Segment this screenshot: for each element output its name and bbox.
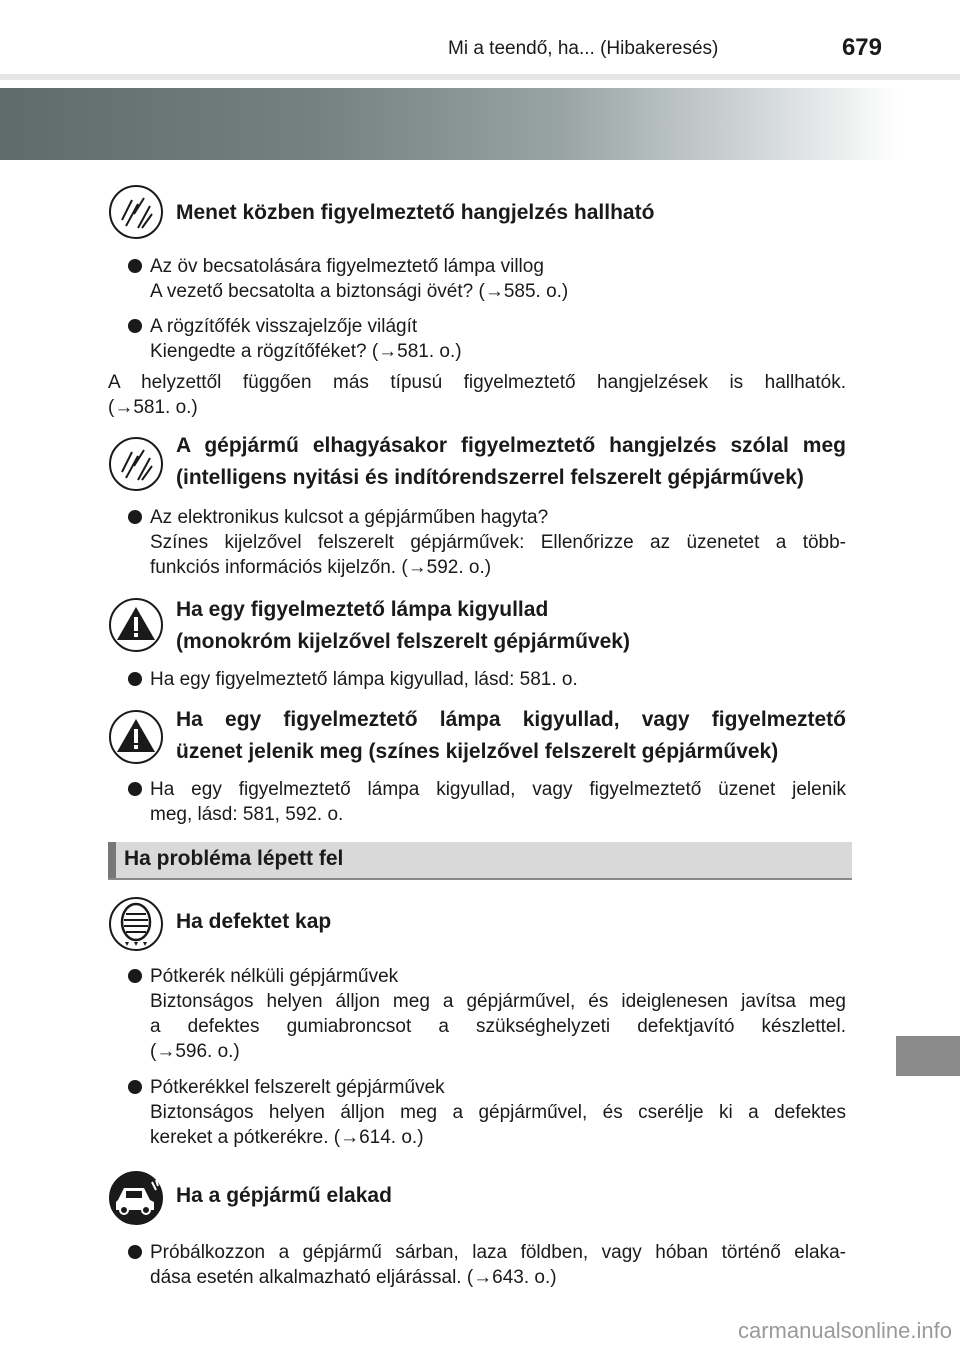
list-item-text: Kiengedte a rögzítőféket? (→581. o.): [150, 341, 462, 362]
list-item: [128, 777, 846, 827]
list-item-text: (→596. o.): [150, 1041, 240, 1062]
list-item-text: A vezető becsatolta a biztonsági övét? (→585. o.): [150, 281, 569, 302]
section-title-line: (intelligens nyitási és indítórendszerrel felszerelt gépjárművek): [176, 466, 804, 489]
warning-buzzer-icon: [108, 436, 164, 492]
list-item-text: A rögzítőfék visszajelzője világít: [150, 316, 418, 337]
bullet-dot: [128, 319, 142, 333]
paragraph-line: A helyzettől függően más típusú figyelmeztető hangjelzések is hallhatók.: [108, 372, 846, 393]
warning-triangle-icon: [108, 709, 164, 765]
section-title-line: üzenet jelenik meg (színes kijelzővel felszerelt gépjárművek): [176, 740, 779, 763]
list-item-text: Az öv becsatolására figyelmeztető lámpa villog: [150, 256, 544, 277]
bullet-dot: [128, 1245, 142, 1259]
list-item-text: Ha egy figyelmeztető lámpa kigyullad, vagy figyelmeztető üzenet jelenik: [150, 779, 846, 800]
paragraph-line: (→581. o.): [108, 397, 198, 418]
list-item-text: kereket a pótkerékre. (→614. o.): [150, 1127, 424, 1148]
bullet-dot: [128, 672, 142, 686]
list-item-text: Az elektronikus kulcsot a gépjárműben hagyta?: [150, 507, 549, 528]
section-title-driving-buzzer: Menet közben figyelmeztető hangjelzés hallható: [176, 201, 655, 224]
chapter-banner: [0, 88, 900, 160]
list-item-text: Biztonságos helyen álljon meg a gépjárművel, és ideiglenesen javítsa meg: [150, 991, 846, 1012]
heading-accent: [108, 842, 116, 878]
list-item: [128, 505, 846, 580]
list-item-text: a defektes gumiabroncsot a szükséghelyzeti defektjavító készlettel.: [150, 1016, 846, 1037]
subsection-heading: Ha probléma lépett fel: [124, 847, 344, 870]
section-title-color-warning-message: [176, 704, 846, 768]
section-title-line: (monokróm kijelzővel felszerelt gépjárművek): [176, 630, 630, 653]
bullet-dot: [128, 1080, 142, 1094]
list-item: [128, 1075, 846, 1150]
list-item-text: Próbálkozzon a gépjármű sárban, laza földben, vagy hóban történő elaka-: [150, 1242, 846, 1263]
list-item-text: Pótkerékkel felszerelt gépjárművek: [150, 1077, 445, 1098]
section-title-line: A gépjármű elhagyásakor figyelmeztető hangjelzés szólal meg: [176, 434, 846, 457]
section-title-flat-tire: Ha defektet kap: [176, 910, 332, 933]
bullet-dot: [128, 969, 142, 983]
list-item-text: dása esetén alkalmazható eljárással. (→643. o.): [150, 1267, 557, 1288]
list-item: [128, 667, 846, 692]
list-item-text: Ha egy figyelmeztető lámpa kigyullad, lásd: 581. o.: [150, 669, 578, 690]
list-item-text: Színes kijelzővel felszerelt gépjárművek: Ellenőrizze az üzenetet a több-: [150, 532, 846, 553]
subsection-heading-bar: [108, 842, 852, 880]
bullet-dot: [128, 510, 142, 524]
list-item-text: meg, lásd: 581, 592. o.: [150, 804, 344, 825]
section-title-monochrome-warning-light: [176, 594, 846, 658]
page-number: 679: [841, 34, 882, 61]
warning-triangle-icon: [108, 597, 164, 653]
section-title-leaving-vehicle-buzzer: [176, 430, 846, 494]
watermark: carmanualsonline.info: [737, 1318, 952, 1343]
stuck-vehicle-icon: [108, 1170, 164, 1226]
section-title-vehicle-stuck: Ha a gépjármű elakad: [176, 1184, 392, 1207]
list-item: [128, 254, 846, 304]
bullet-dot: [128, 259, 142, 273]
list-item: [128, 314, 846, 364]
list-item-text: Pótkerék nélküli gépjárművek: [150, 966, 399, 987]
chapter-thumb-tab: [896, 1036, 960, 1076]
list-item: [128, 964, 846, 1064]
running-header: Mi a teendő, ha... (Hibakeresés): [448, 38, 719, 59]
list-item-text: funkciós információs kijelzőn. (→592. o.): [150, 557, 492, 578]
section-title-line: Ha egy figyelmeztető lámpa kigyullad: [176, 598, 549, 621]
section-title-line: Ha egy figyelmeztető lámpa kigyullad, vagy figyelmeztető: [176, 708, 846, 731]
bullet-dot: [128, 782, 142, 796]
warning-buzzer-icon: [108, 184, 164, 240]
flat-tire-icon: [108, 896, 164, 952]
paragraph: [108, 370, 846, 420]
list-item: [128, 1240, 846, 1290]
list-item-text: Biztonságos helyen álljon meg a gépjárművel, és cserélje ki a defektes: [150, 1102, 846, 1123]
header-divider: [0, 74, 960, 80]
